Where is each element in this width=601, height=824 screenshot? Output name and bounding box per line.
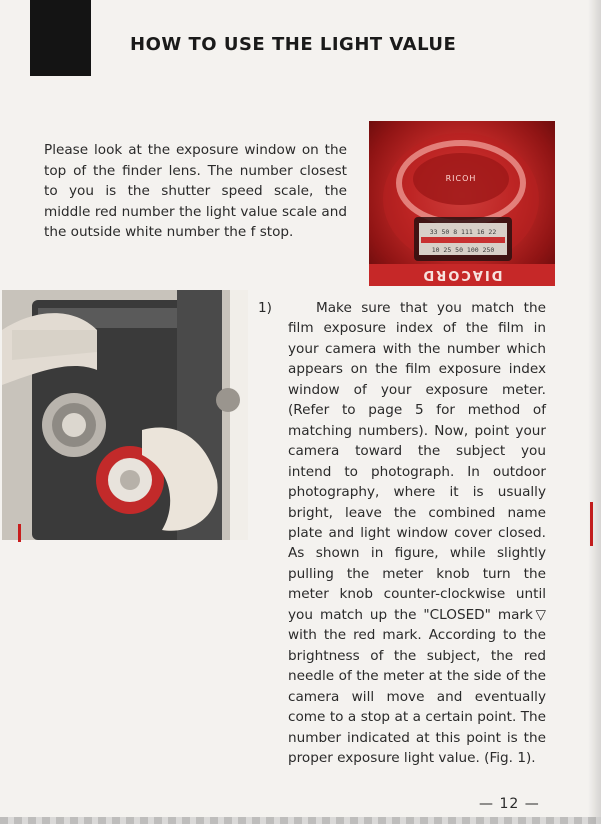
page-title: HOW TO USE THE LIGHT VALUE (130, 34, 457, 55)
camera-knob-photo (2, 290, 248, 540)
exposure-window-photo (369, 121, 555, 286)
chapter-block (30, 0, 91, 76)
step-number: 1) (258, 300, 272, 316)
page-number: — 12 — (479, 796, 540, 812)
step-1-block (258, 298, 546, 768)
page-bottom-edge (0, 817, 601, 824)
step-1-text: Make sure that you match the film exposure index of the film in your camera with the number which appears on the film exposure index window of your exposure meter. (Refer to page 5 for method of matching numbers). Now, point your camera toward the subject you intend to photograph. In outdoor photography, where it is usually bright, leave the combined name plate and light window cover closed. As shown in figure, while slightly pulling the meter knob turn the meter knob counter-clockwise until you match up the "CLOSED" mark▽ with the red mark. According to the brightness of the subject, the red needle of the meter at the side of the camera will move and eventually come to a stop at a certain point. The number indicated at this point is the proper exposure light value. (Fig. 1). (288, 300, 546, 766)
camera-knob-illustration (2, 290, 248, 540)
scale-top-row: 33 50 8 111 16 22 (429, 228, 497, 236)
figure-marker-left (18, 524, 21, 542)
scale-bottom-row: 10 25 50 100 250 (431, 246, 495, 254)
page-edge-shadow (588, 0, 601, 824)
lens-ring-brand: RICOH (445, 174, 477, 183)
intro-paragraph: Please look at the exposure window on the top of the finder lens. The number closest to you is the shutter speed scale, the middle red number the light value scale and the outside white number the f stop. (44, 142, 347, 240)
nameplate-text: DIACORD (421, 267, 503, 282)
exposure-window-illustration (369, 121, 555, 286)
